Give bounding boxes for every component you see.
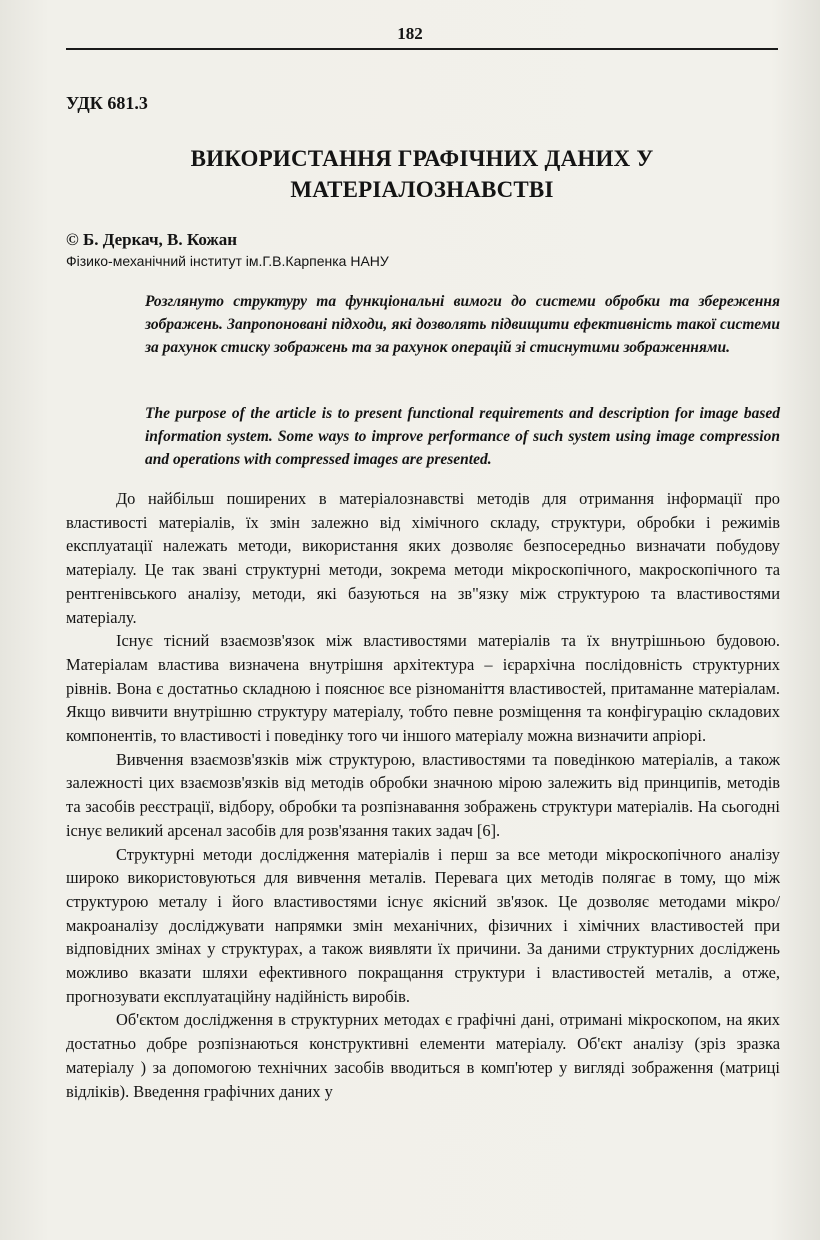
udc-code: УДК 681.3 (66, 93, 148, 113)
abstract-ukrainian: Розглянуто структуру та функціональні вимоги до системи обробки та збереження зображень. Запропоновані підходи, які дозволять підвищити ефективність такої системи за рахунок стиску зображень та за рахунок операцій зі стиснутими зображеннями. (145, 293, 780, 356)
article-authors: © Б. Деркач, В. Кожан (66, 230, 238, 249)
body-paragraph: До найбільш поширених в матеріалознавстві методів для отримання інформації про властивості матеріалів, їх змін залежно від хімічного складу, структури, обробки і режимів експлуатації належать методи, використання яких дозволяє безпосередньо визначати побудову матеріалу. Це так звані структурні методи, зокрема методи мікроскопічного, макроскопічного та рентгенівського аналізу, методи, які базуються на зв"язку між структурою та властивостями матеріалу. (66, 489, 780, 627)
page-number: 182 (397, 24, 423, 43)
author-affiliation: Фізико-механічний інститут ім.Г.В.Карпенка НАНУ (66, 253, 389, 269)
body-paragraph: Структурні методи дослідження матеріалів і перш за все методи мікроскопічного аналізу широко використовуються для вивчення металів. Перевага цих методів полягає в тому, що між структурою металу і його властивостями існує якісний зв'язок. Це дозволяє методами мікро/макроаналізу досліджувати напрямки змін механічних, фізичних і хімічних властивостей при відповідних змінах у структурах, а також виявляти їх причини. За даними структурних досліджень можливо вказати шляхи ефективного покращання структури і властивостей металів, а отже, прогнозувати експлуатаційну надійність виробів. (66, 844, 780, 1006)
body-paragraph: Об'єктом дослідження в структурних методах є графічні дані, отримані мікроскопом, на яких достатньо добре розпізнаються конструктивні елементи матеріалу. Об'єкт аналізу (зріз зразка матеріалу ) за допомогою технічних засобів вводиться в комп'ютер у вигляді зображення (матриці відліків). Введення графічних даних у (66, 1010, 780, 1101)
body-paragraph: Вивчення взаємозв'язків між структурою, властивостями та поведінкою матеріалів, а також залежності цих взаємозв'язків від методів обробки значною мірою залежить від принципів, методів та засобів реєстрації, відбору, обробки та розпізнавання зображень структури матеріалів. На сьогодні існує великий арсенал засобів для розв'язання таких задач [6]. (66, 749, 780, 840)
abstract-english: The purpose of the article is to present functional requirements and description for image based information system. Some ways to improve performance of such system using image compression and operations with compressed images are presented. (145, 405, 780, 468)
article-body (66, 487, 780, 1103)
header-rule (66, 48, 778, 50)
body-paragraph: Існує тісний взаємозв'язок між властивостями матеріалів та їх внутрішньою будовою. Матеріалам властива визначена внутрішня архітектура – ієрархічна послідовність структурних рівнів. Вона є достатньо складною і пояснює все різноманіття властивостей, притаманне матеріалам. Якщо вивчити внутрішню структуру матеріалу, тобто певне розміщення та конфігурацію складових компонентів, то властивості і поведінку того чи іншого матеріалу можна визначити апріорі. (66, 631, 780, 746)
article-title: ВИКОРИСТАННЯ ГРАФІЧНИХ ДАНИХ У МАТЕРІАЛОЗНАВСТВІ (190, 146, 654, 202)
